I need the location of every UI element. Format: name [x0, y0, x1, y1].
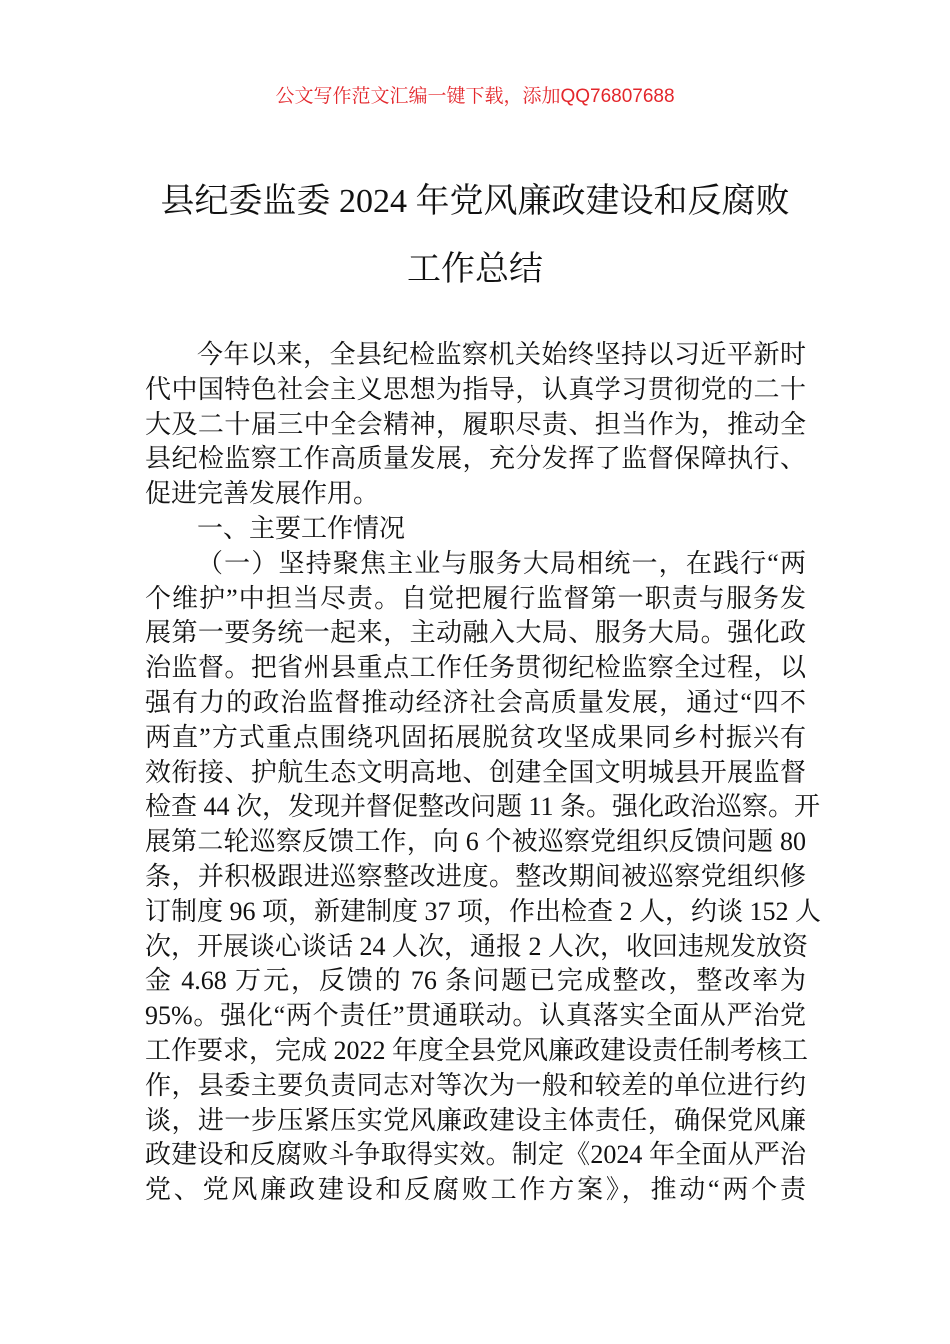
text-line: 强有力的政治监督推动经济社会高质量发展，通过“四不	[145, 687, 806, 717]
paragraph	[145, 338, 806, 512]
text-line: 效衔接、护航生态文明高地、创建全国文明城县开展监督	[145, 757, 806, 787]
text-line: 代中国特色社会主义思想为指导，认真学习贯彻党的二十	[145, 374, 806, 404]
text-line: 促进完善发展作用。	[145, 479, 380, 509]
text-line: 展第一要务统一起来，主动融入大局、服务大局。强化政	[145, 618, 806, 648]
section-heading	[145, 512, 806, 547]
download-watermark-banner: 公文写作范文汇编一键下载，添加QQ76807688	[275, 86, 675, 107]
text-line: 谈，进一步压紧压实党风廉政建设主体责任，确保党风廉	[145, 1105, 806, 1135]
document-title-line-2: 工作总结	[407, 251, 543, 288]
text-line: 党、党风廉政建设和反腐败工作方案》，推动“两个责	[145, 1175, 806, 1205]
text-line: 政建设和反腐败斗争取得实效。制定《2024 年全面从严治	[145, 1140, 806, 1170]
text-line: 工作要求，完成 2022 年度全县党风廉政建设责任制考核工	[145, 1035, 809, 1065]
text-line: 两直”方式重点围绕巩固拓展脱贫攻坚成果同乡村振兴有	[145, 722, 806, 752]
text-line: 一、主要工作情况	[197, 513, 406, 543]
paragraph	[145, 547, 822, 1208]
text-line: 个维护”中担当尽责。自觉把履行监督第一职责与服务发	[145, 583, 806, 613]
text-line: 大及二十届三中全会精神，履职尽责、担当作为，推动全	[145, 409, 806, 439]
text-line: （一）坚持聚焦主业与服务大局相统一，在践行“两	[197, 548, 806, 578]
text-line: 检查 44 次，发现并督促整改问题 11 条。强化政治巡察。开	[145, 792, 821, 822]
document-body	[145, 338, 822, 1208]
text-line: 今年以来，全县纪检监察机关始终坚持以习近平新时	[197, 340, 806, 369]
text-line: 条，并积极跟进巡察整改进度。整改期间被巡察党组织修	[145, 861, 806, 891]
text-line: 治监督。把省州县重点工作任务贯彻纪检监察全过程，以	[145, 653, 806, 683]
text-line: 作，县委主要负责同志对等次为一般和较差的单位进行约	[145, 1070, 806, 1100]
document-title-line-1: 县纪委监委 2024 年党风廉政建设和反腐败	[160, 183, 790, 220]
text-line: 金 4.68 万元，反馈的 76 条问题已完成整改，整改率为	[145, 966, 806, 996]
text-line: 县纪检监察工作高质量发展，充分发挥了监督保障执行、	[145, 444, 806, 474]
text-line: 展第二轮巡察反馈工作，向 6 个被巡察党组织反馈问题 80	[145, 827, 806, 857]
text-line: 次，开展谈心谈话 24 人次，通报 2 人次，收回违规发放资	[145, 931, 809, 961]
text-line: 95%。强化“两个责任”贯通联动。认真落实全面从严治党	[145, 1001, 806, 1031]
text-line: 订制度 96 项，新建制度 37 项，作出检查 2 人，约谈 152 人	[145, 896, 822, 926]
